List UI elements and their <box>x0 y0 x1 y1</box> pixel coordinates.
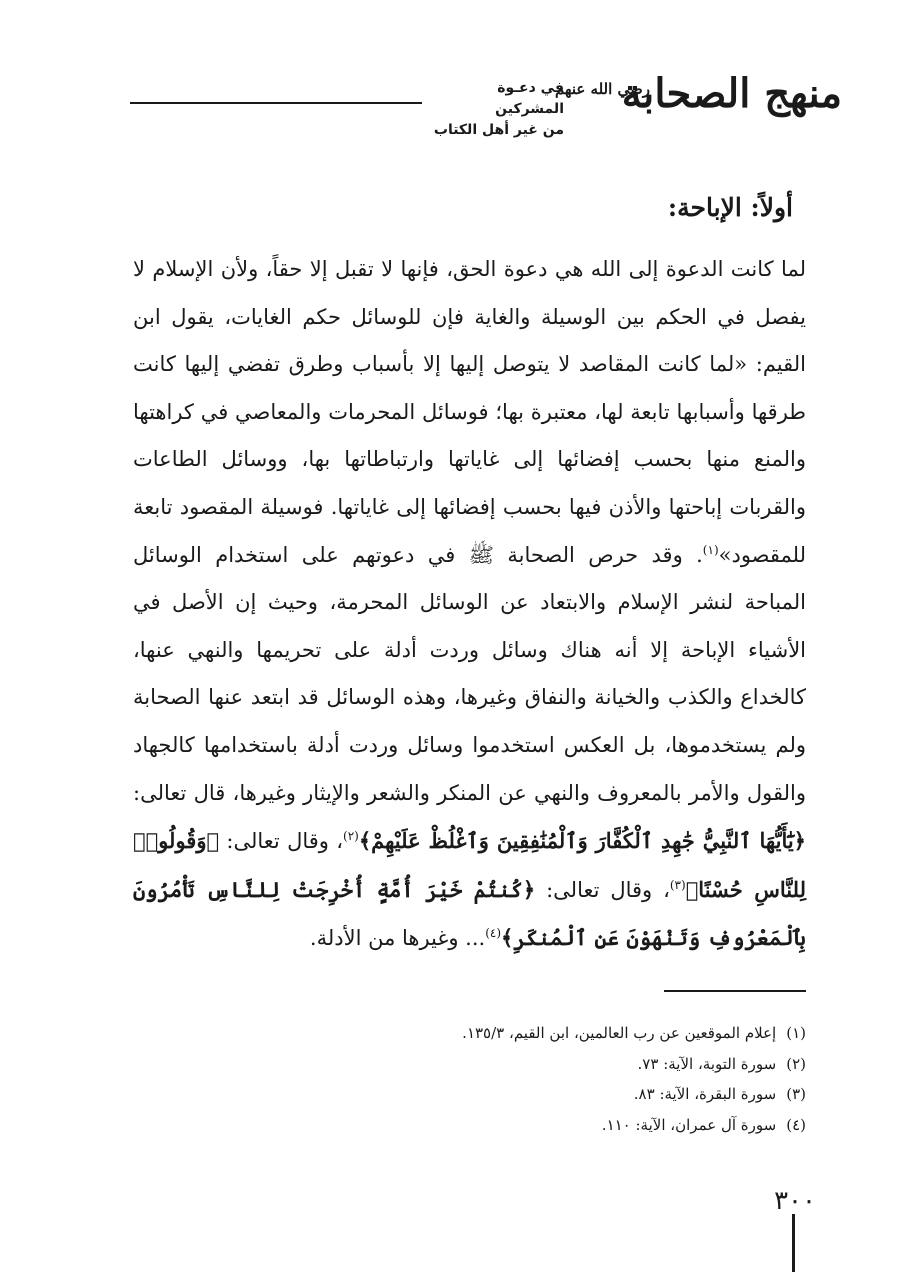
footnote-separator <box>664 990 806 992</box>
footnote-ref-3: (٣) <box>669 877 686 892</box>
footnote-ref-2: (٢) <box>343 829 359 844</box>
footnote-number: (٣) <box>786 1085 806 1103</box>
footnote-text: إعلام الموقعين عن رب العالمين، ابن القيم، ١٣٥/٣. <box>462 1024 777 1042</box>
footnote-text: سورة التوبة، الآية: ٧٣. <box>637 1054 777 1073</box>
running-header <box>130 62 842 138</box>
body-text-5: ... وغيرها من الأدلة. <box>309 926 486 951</box>
footnote-number: (١) <box>786 1024 806 1042</box>
quran-verse-3: ﴿كُنتُمْ خَيْرَ أُمَّةٍ أُخْرِجَتْ لِلنَّاسِ تَأْمُرُونَ بِٱلْمَعْرُوفِ وَتَنْهَوْنَ عَنِ ٱلْمُنكَرِ﴾ <box>133 876 806 951</box>
body-paragraph <box>133 246 806 963</box>
section-heading: أولاً: الإباحة: <box>667 193 793 222</box>
body-text-4: ، وقال تعالى: <box>535 877 670 902</box>
footnote-ref-4: (٤) <box>485 926 502 941</box>
body-text-3: ، وقال تعالى: <box>219 829 343 854</box>
footnote-number: (٤) <box>786 1115 806 1134</box>
footnote-text: سورة آل عمران، الآية: ١١٠. <box>601 1115 777 1134</box>
body-text-1: لما كانت الدعوة إلى الله هي دعوة الحق، فإنها لا تقبل إلا حقاً، ولأن الإسلام لا يفصل في الحكم بين الوسيلة والغاية فإن للوسائل حكم الغايات، يقول ابن القيم: «لما كانت المقاصد لا يتوصل إليها إلا بأسباب وطرق تفضي إليها كانت طرقها وأسبابها تابعة لها، معتبرة بها؛ فوسائل المحرمات والمعاصي في كراهتها والمنع منها بحسب إفضائها إلى غاياتها وارتباطاتها بها، ووسائل الطاعات والقربات إباحتها والأذن فيها بحسب إفضائها إلى غاياتها. فوسيلة المقصود تابعة للمقصود» <box>133 257 806 567</box>
book-subtitle <box>424 78 564 141</box>
footnote-item <box>206 1083 806 1114</box>
subtitle-line-1: في دعـوة المشركين <box>495 80 564 117</box>
page-number: ٣٠٠ <box>774 1186 816 1216</box>
footnote-text: سورة البقرة، الآية: ٨٣. <box>633 1085 777 1103</box>
subtitle-line-2: من غير أهل الكتاب <box>433 122 564 138</box>
footnote-item <box>206 1114 806 1145</box>
book-title-logo: منهج الصحابة <box>621 70 842 117</box>
honorific-text: رضي الله عنهم <box>554 80 650 98</box>
footnote-ref-1: (١) <box>702 542 719 557</box>
footnote-number: (٢) <box>786 1054 806 1073</box>
footnotes <box>206 1022 806 1144</box>
quran-verse-2: ﴿وَقُولُوا۟ لِلنَّاسِ حُسْنًا﴾ <box>133 828 806 902</box>
footnote-item <box>206 1022 806 1053</box>
header-rule <box>130 102 422 104</box>
quran-verse-1: ﴿يَٰٓأَيُّهَا ٱلنَّبِيُّ جَٰهِدِ ٱلْكُفَّارَ وَٱلْمُنَٰفِقِينَ وَٱغْلُظْ عَلَيْهِمْ﴾ <box>358 828 806 854</box>
footnote-item <box>206 1053 806 1084</box>
body-text-2: . وقد حرص الصحابة ﷺ في دعوتهم على استخدام الوسائل المباحة لنشر الإسلام والابتعاد عن الوسائل المحرمة، وحيث إن الأصل في الأشياء الإباحة إلا أنه هناك وسائل وردت أدلة على تحريمها والنهي عنها، كالخداع والكذب والخيانة والنفاق وغيرها، وهذه الوسائل قد ابتعد عنها الصحابة ولم يستخدموها، بل العكس استخدموا وسائل وردت أدلة باستخدامها كالجهاد والقول والأمر بالمعروف والنهي عن المنكر والشعر والإيثار وغيرها، قال تعالى: <box>133 542 806 805</box>
page-margin-line <box>792 1214 795 1272</box>
